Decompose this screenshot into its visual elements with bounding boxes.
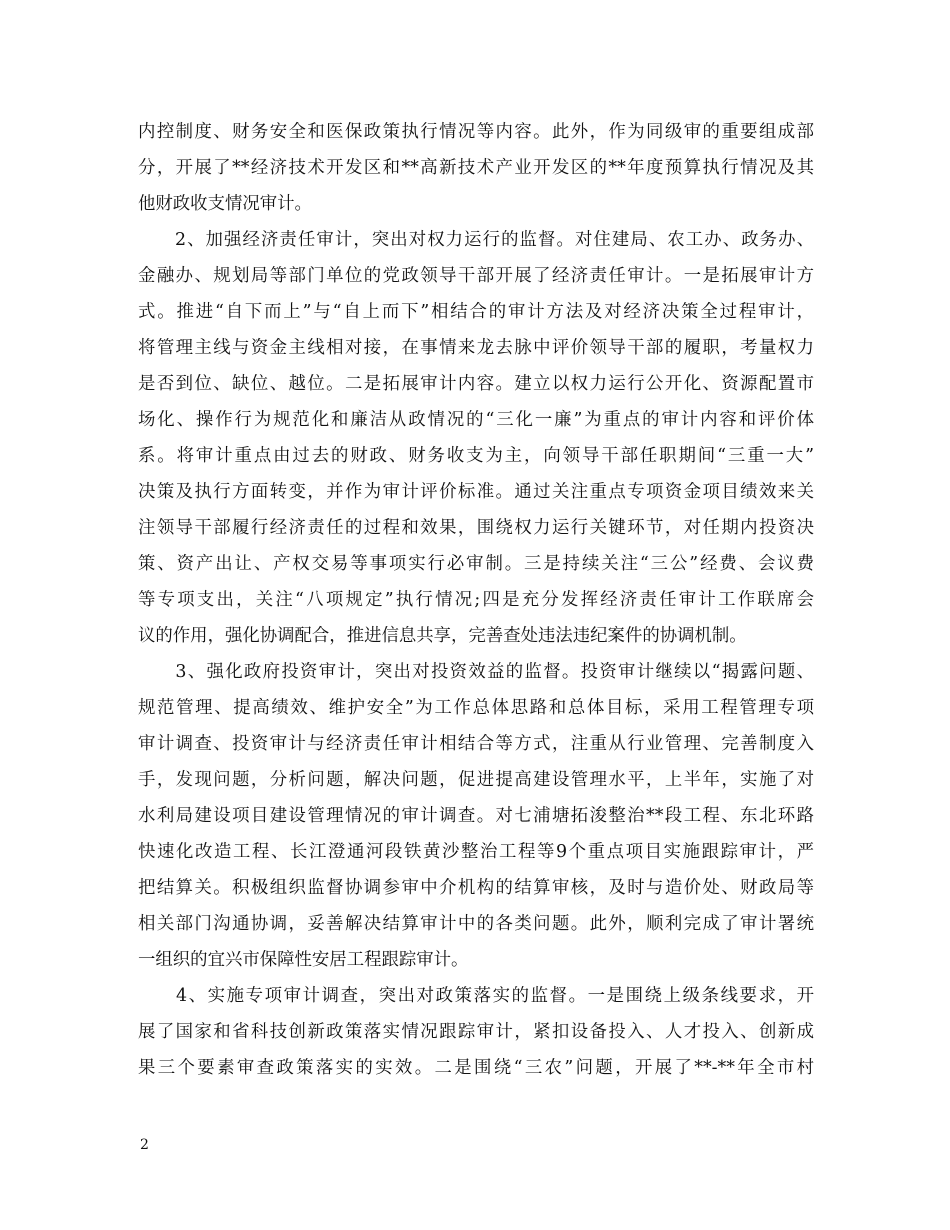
text-line: 内控制度、财务安全和医保政策执行情况等内容。此外，作为同级审的重要组成部 xyxy=(138,122,814,142)
text-line: 等专项支出，关注“八项规定”执行情况;四是充分发挥经济责任审计工作联席会 xyxy=(138,590,814,610)
text-line: 式。推进“自下而上”与“自上而下”相结合的审计方法及对经济决策全过程审计， xyxy=(138,302,814,322)
text-line: 把结算关。积极组织监督协调参审中介机构的结算审核，及时与造价处、财政局等 xyxy=(138,878,814,898)
text-line: 议的作用，强化协调配合，推进信息共享，完善查处违法违纪案件的协调机制。 xyxy=(138,626,747,646)
text-line: 将管理主线与资金主线相对接，在事情来龙去脉中评价领导干部的履职，考量权力 xyxy=(138,338,814,358)
page-number: 2 xyxy=(140,1137,149,1153)
text-line: 相关部门沟通协调，妥善解决结算审计中的各类问题。此外，顺利完成了审计署统 xyxy=(138,914,814,934)
text-line: 策、资产出让、产权交易等事项实行必审制。三是持续关注“三公”经费、会议费 xyxy=(138,554,814,574)
body-text xyxy=(138,114,814,1086)
text-line: 4、实施专项审计调查，突出对政策落实的监督。一是围绕上级条线要求，开 xyxy=(138,986,814,1006)
text-line: 规范管理、提高绩效、维护安全”为工作总体思路和总体目标，采用工程管理专项 xyxy=(138,698,814,718)
text-line: 系。将审计重点由过去的财政、财务收支为主，向领导干部任职期间“三重一大” xyxy=(138,446,814,466)
text-line: 金融办、规划局等部门单位的党政领导干部开展了经济责任审计。一是拓展审计方 xyxy=(138,266,814,286)
text-line: 注领导干部履行经济责任的过程和效果，围绕权力运行关键环节，对任期内投资决 xyxy=(138,518,814,538)
text-line: 审计调查、投资审计与经济责任审计相结合等方式，注重从行业管理、完善制度入 xyxy=(138,734,814,754)
text-line: 快速化改造工程、长江澄通河段铁黄沙整治工程等9个重点项目实施跟踪审计，严 xyxy=(138,842,814,862)
text-line: 他财政收支情况审计。 xyxy=(138,194,312,214)
text-line: 分，开展了**经济技术开发区和**高新技术产业开发区的**年度预算执行情况及其 xyxy=(138,158,814,178)
text-line: 一组织的宜兴市保障性安居工程跟踪审计。 xyxy=(138,950,469,970)
text-line: 水利局建设项目建设管理情况的审计调查。对七浦塘拓浚整治**段工程、东北环路 xyxy=(138,806,814,826)
text-line: 决策及执行方面转变，并作为审计评价标准。通过关注重点专项资金项目绩效来关 xyxy=(138,482,814,502)
text-line: 3、强化政府投资审计，突出对投资效益的监督。投资审计继续以“揭露问题、 xyxy=(138,662,814,682)
text-line: 手，发现问题，分析问题，解决问题，促进提高建设管理水平，上半年，实施了对 xyxy=(138,770,814,790)
text-line: 是否到位、缺位、越位。二是拓展审计内容。建立以权力运行公开化、资源配置市 xyxy=(138,374,814,394)
text-line: 果三个要素审查政策落实的实效。二是围绕“三农”问题，开展了**-**年全市村 xyxy=(138,1058,814,1078)
text-line: 场化、操作行为规范化和廉洁从政情况的“三化一廉”为重点的审计内容和评价体 xyxy=(138,410,814,430)
text-line: 展了国家和省科技创新政策落实情况跟踪审计，紧扣设备投入、人才投入、创新成 xyxy=(138,1022,814,1042)
text-line: 2、加强经济责任审计，突出对权力运行的监督。对住建局、农工办、政务办、 xyxy=(138,230,814,250)
